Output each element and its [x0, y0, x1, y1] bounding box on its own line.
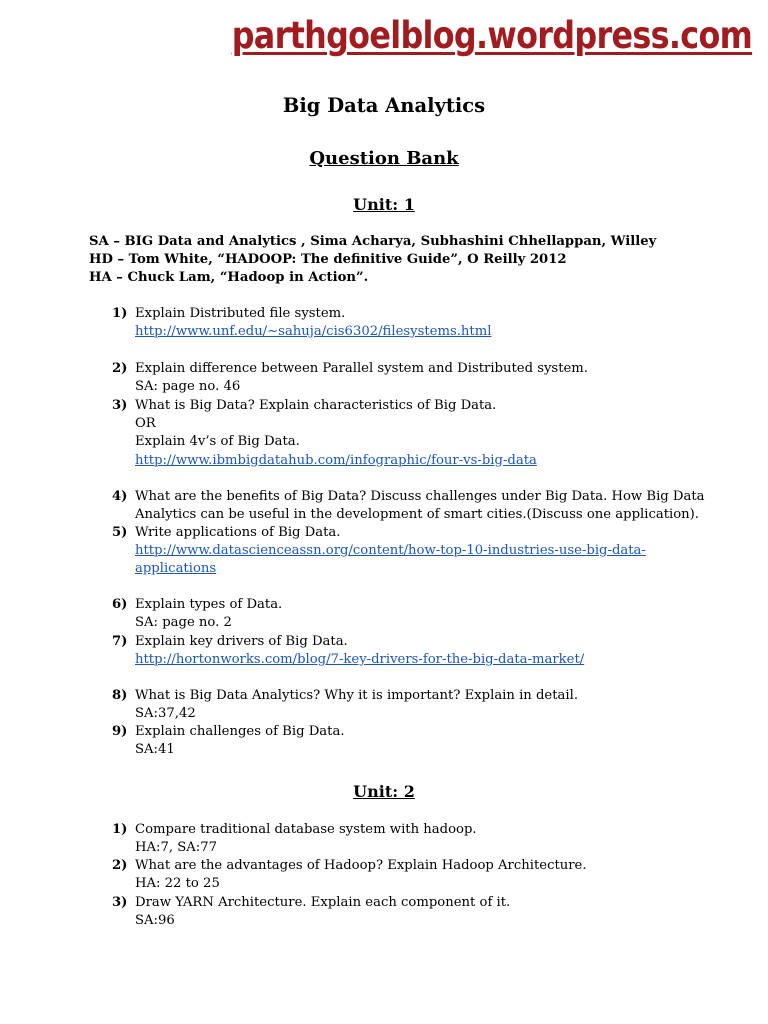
question-body: [135, 360, 588, 396]
question-number: 6): [112, 597, 128, 612]
question-text: Analytics can be useful in the development of smart cities.(Discuss one application).: [135, 507, 699, 523]
question-body: [135, 894, 510, 930]
question-text: What is Big Data? Explain characteristics of Big Data.: [135, 398, 497, 413]
question-text: HA: 22 to 25: [135, 876, 220, 892]
question-body: [135, 397, 537, 470]
reference-link[interactable]: http://www.datascienceassn.org/content/how-top-10-industries-use-big-data-: [135, 543, 646, 559]
question-body: [135, 857, 587, 893]
question-number: 3): [112, 895, 128, 910]
question-text: Draw YARN Architecture. Explain each component of it.: [135, 895, 511, 910]
question-number: 8): [112, 688, 128, 703]
question-text: Compare traditional database system with hadoop.: [135, 822, 477, 837]
question-text: What are the benefits of Big Data? Discuss challenges under Big Data. How Big Data: [135, 489, 705, 504]
question-text: SA:96: [135, 913, 175, 929]
question-number: 4): [112, 489, 128, 504]
question-number: 7): [112, 634, 128, 649]
question-text: Explain key drivers of Big Data.: [135, 634, 348, 649]
reference-hd: HD – Tom White, “HADOOP: The definitive Guide”, O Reilly 2012: [89, 252, 567, 267]
watermark: parthgoelblog.wordpress.com: [231, 14, 752, 57]
question-body: [135, 821, 477, 857]
question-text: SA: page no. 2: [135, 615, 232, 631]
question-number: 2): [112, 361, 128, 376]
unit-1-heading: Unit: 1: [353, 195, 415, 214]
question-text: SA:41: [135, 742, 175, 758]
question-body: [135, 305, 491, 341]
question-body: [135, 687, 578, 723]
question-number: 5): [112, 525, 128, 540]
question-text: Explain Distributed file system.: [135, 306, 346, 321]
question-text: HA:7, SA:77: [135, 840, 218, 856]
question-text: Explain challenges of Big Data.: [135, 724, 345, 739]
question-text: What is Big Data Analytics? Why it is important? Explain in detail.: [135, 688, 579, 703]
question-number: 9): [112, 724, 128, 739]
references: [89, 233, 656, 287]
reference-link[interactable]: http://www.unf.edu/~sahuja/cis6302/filesystems.html: [135, 324, 492, 340]
question-number: 2): [112, 858, 128, 873]
question-number: 1): [112, 306, 128, 321]
reference-link[interactable]: http://hortonworks.com/blog/7-key-drivers-for-the-big-data-market/: [135, 652, 585, 668]
question-number: 3): [112, 398, 128, 413]
question-text: Write applications of Big Data.: [135, 525, 341, 540]
question-body: [135, 633, 584, 669]
question-text: OR: [135, 416, 156, 432]
reference-sa: SA – BIG Data and Analytics , Sima Acharya, Subhashini Chhellappan, Willey: [89, 234, 657, 249]
question-text: SA: page no. 46: [135, 379, 241, 395]
reference-ha: HA – Chuck Lam, “Hadoop in Action”.: [89, 270, 369, 285]
reference-link[interactable]: applications: [135, 561, 217, 577]
reference-link[interactable]: http://www.ibmbigdatahub.com/infographic/four-vs-big-data: [135, 452, 537, 468]
document-title: Big Data Analytics: [282, 94, 486, 117]
question-body: [135, 488, 705, 524]
question-body: [135, 596, 282, 632]
question-text: Explain 4v’s of Big Data.: [135, 434, 300, 450]
question-text: What are the advantages of Hadoop? Explain Hadoop Architecture.: [135, 858, 587, 873]
question-body: [135, 524, 646, 579]
question-body: [135, 723, 345, 759]
question-number: 1): [112, 822, 128, 837]
unit-2-heading: Unit: 2: [353, 782, 415, 801]
document-subtitle: Question Bank: [309, 148, 459, 169]
question-text: Explain difference between Parallel system and Distributed system.: [135, 361, 589, 376]
question-text: Explain types of Data.: [135, 597, 283, 612]
question-text: SA:37,42: [135, 706, 196, 722]
